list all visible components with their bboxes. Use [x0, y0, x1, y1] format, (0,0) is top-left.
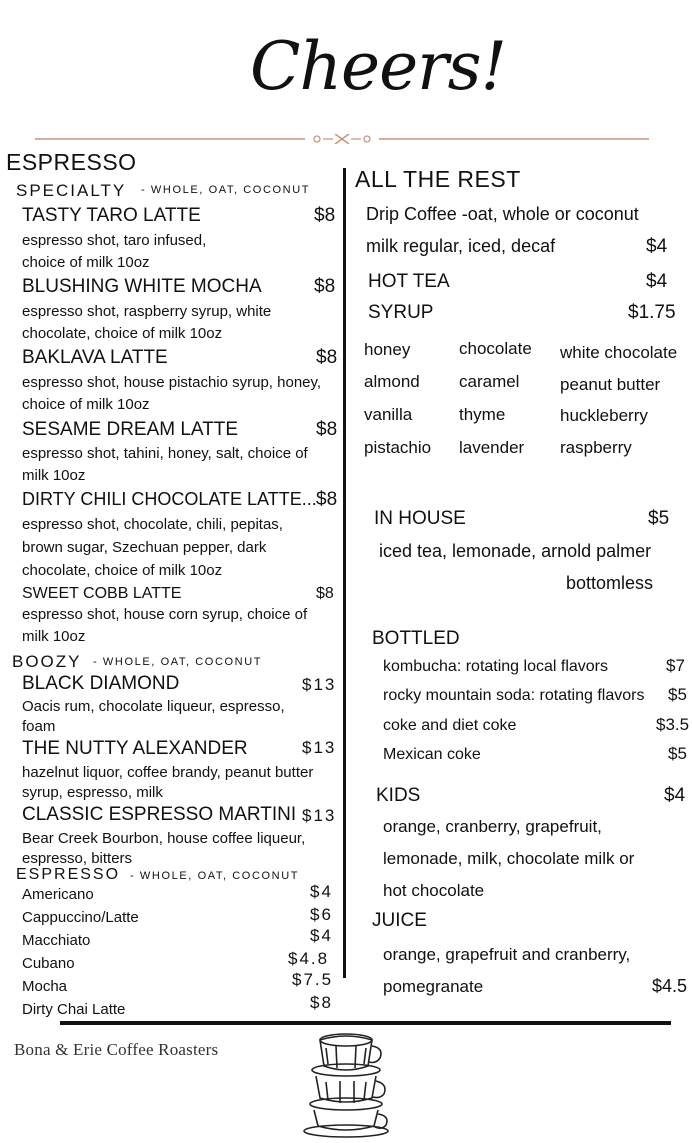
classic-item: Macchiato: [22, 932, 91, 949]
bottled-price: $5: [668, 685, 687, 704]
item-desc: Bear Creek Bourbon, house coffee liqueur,: [22, 830, 306, 847]
classic-milks: - WHOLE, OAT, COCONUT: [130, 870, 300, 882]
in-house-label: IN HOUSE: [374, 508, 466, 529]
item-name: THE NUTTY ALEXANDER: [22, 738, 248, 759]
juice-line-2: pomegranate: [383, 977, 484, 996]
item-desc: espresso shot, house pistachio syrup, honey,: [22, 374, 322, 391]
menu-title: Cheers!: [250, 28, 507, 105]
syrup-flavor: lavender: [459, 438, 525, 457]
kids-line: lemonade, milk, chocolate milk or: [383, 849, 635, 868]
item-name: SWEET COBB LATTE: [22, 585, 182, 602]
item-price: $8: [314, 205, 336, 226]
item-price: $8: [316, 585, 334, 602]
bottled-price: $3.5: [656, 715, 690, 734]
item-price: $8: [316, 347, 338, 368]
item-price: $8: [314, 276, 336, 297]
juice-line-1: orange, grapefruit and cranberry,: [383, 945, 631, 964]
item-price: $13: [302, 738, 337, 757]
bottled-price: $7: [666, 656, 685, 675]
kids-price: $4: [664, 785, 686, 806]
classic-price: $4: [310, 926, 333, 945]
item-price: $13: [302, 675, 337, 694]
item-name: BAKLAVA LATTE: [22, 347, 168, 368]
classic-item: Cappuccino/Latte: [22, 909, 139, 926]
classic-price: $4: [310, 882, 333, 901]
classic-price: $6: [310, 905, 333, 924]
item-desc: espresso shot, taro infused,: [22, 232, 207, 249]
item-name: BLUSHING WHITE MOCHA: [22, 276, 262, 297]
footer-divider: [60, 1021, 671, 1025]
item-desc: espresso shot, tahini, honey, salt, choice of: [22, 445, 308, 462]
item-desc: chocolate, choice of milk 10oz: [22, 325, 223, 342]
in-house-line-1: iced tea, lemonade, arnold palmer: [379, 541, 652, 561]
stacked-cups-icon: [296, 1026, 396, 1138]
classic-item: Dirty Chai Latte: [22, 1001, 126, 1018]
bottled-item: coke and diet coke: [383, 717, 517, 734]
syrup-flavor: pistachio: [364, 438, 432, 457]
classic-item: Mocha: [22, 978, 68, 995]
syrup-flavor: thyme: [459, 405, 506, 424]
syrup-flavor: honey: [364, 340, 411, 359]
specialty-heading: SPECIALTY: [16, 181, 127, 200]
kids-line: orange, cranberry, grapefruit,: [383, 817, 602, 836]
in-house-line-2: bottomless: [566, 573, 654, 593]
classic-item: Cubano: [22, 955, 75, 972]
item-name: CLASSIC ESPRESSO MARTINI: [22, 804, 297, 825]
item-desc: milk 10oz: [22, 628, 86, 645]
roaster-name: Bona & Erie Coffee Roasters: [14, 1040, 219, 1059]
juice-label: JUICE: [372, 910, 427, 931]
syrup-flavor: vanilla: [364, 405, 413, 424]
drip-line-1: Drip Coffee -oat, whole or coconut: [366, 204, 639, 224]
specialty-milks: - WHOLE, OAT, COCONUT: [141, 184, 311, 196]
item-desc: espresso, bitters: [22, 850, 133, 867]
item-desc: milk 10oz: [22, 467, 86, 484]
classic-price: $7.5: [292, 970, 334, 989]
item-desc: Oacis rum, chocolate liqueur, espresso,: [22, 698, 285, 715]
bottled-item: Mexican coke: [383, 746, 481, 763]
hot-tea-price: $4: [646, 271, 668, 292]
drip-line-2: milk regular, iced, decaf: [366, 236, 556, 256]
espresso-heading: ESPRESSO: [6, 149, 137, 175]
item-name: DIRTY CHILI CHOCOLATE LATTE...: [22, 489, 317, 509]
bottled-price: $5: [668, 744, 687, 763]
syrup-flavor: almond: [364, 372, 420, 391]
syrup-flavor: peanut butter: [560, 375, 661, 394]
classic-heading: ESPRESSO: [16, 866, 121, 883]
classic-price: $4.8: [288, 949, 330, 968]
syrup-flavor: white chocolate: [560, 343, 678, 362]
item-price: $13: [302, 806, 337, 825]
hot-tea-label: HOT TEA: [368, 271, 450, 292]
all-the-rest-heading: ALL THE REST: [355, 166, 521, 192]
bottled-label: BOTTLED: [372, 628, 460, 649]
item-desc: choice of milk 10oz: [22, 254, 150, 271]
title-divider: [35, 131, 649, 141]
item-desc: hazelnut liquor, coffee brandy, peanut butter: [22, 764, 314, 781]
item-name: BLACK DIAMOND: [22, 673, 180, 694]
kids-line: hot chocolate: [383, 881, 485, 900]
kids-label: KIDS: [376, 785, 421, 806]
drip-price: $4: [646, 236, 668, 257]
column-divider: [343, 168, 346, 978]
item-desc: chocolate, choice of milk 10oz: [22, 562, 223, 579]
item-desc: syrup, espresso, milk: [22, 784, 163, 801]
juice-price: $4.5: [652, 976, 688, 996]
item-price: $8: [316, 489, 338, 510]
item-desc: espresso shot, raspberry syrup, white: [22, 303, 272, 320]
bottled-item: rocky mountain soda: rotating flavors: [383, 687, 645, 704]
syrup-price: $1.75: [628, 302, 676, 323]
boozy-milks: - WHOLE, OAT, COCONUT: [93, 656, 263, 668]
item-desc: espresso shot, house corn syrup, choice of: [22, 606, 308, 623]
syrup-label: SYRUP: [368, 302, 434, 323]
item-desc: foam: [22, 718, 56, 735]
in-house-price: $5: [648, 508, 670, 529]
item-name: SESAME DREAM LATTE: [22, 419, 239, 440]
syrup-flavor: caramel: [459, 372, 520, 391]
item-name: TASTY TARO LATTE: [22, 205, 201, 226]
item-price: $8: [316, 419, 338, 440]
item-desc: brown sugar, Szechuan pepper, dark: [22, 539, 267, 556]
boozy-heading: BOOZY: [12, 652, 82, 671]
syrup-flavor: huckleberry: [560, 406, 648, 425]
bottled-item: kombucha: rotating local flavors: [383, 658, 608, 675]
item-desc: espresso shot, chocolate, chili, pepitas,: [22, 516, 283, 533]
syrup-flavor: chocolate: [459, 339, 532, 358]
item-desc: choice of milk 10oz: [22, 396, 150, 413]
classic-price: $8: [310, 993, 333, 1012]
syrup-flavor: raspberry: [560, 438, 632, 457]
classic-item: Americano: [22, 886, 94, 903]
